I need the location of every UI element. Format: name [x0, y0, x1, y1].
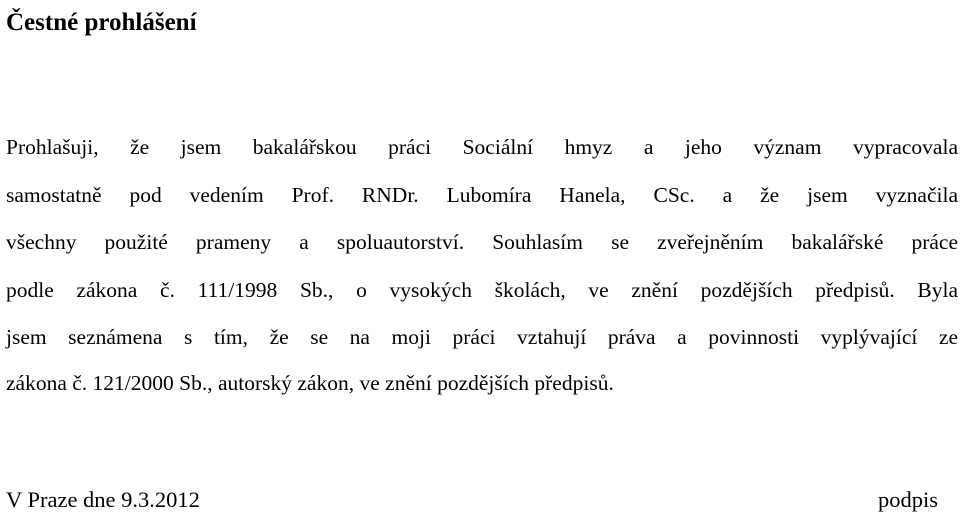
signature-label: podpis [877, 487, 938, 512]
paragraph-line: samostatně pod vedením Prof. RNDr. Lubomíra Hanela, CSc. a že jsem vyznačila [6, 183, 958, 207]
page-title: Čestné prohlášení [6, 9, 197, 36]
paragraph-line: zákona č. 121/2000 Sb., autorský zákon, ve znění pozdějších předpisů. [6, 371, 614, 395]
place-and-date: V Praze dne 9.3.2012 [6, 487, 200, 512]
paragraph-line: podle zákona č. 111/1998 Sb., o vysokých školách, ve znění pozdějších předpisů. Byla [6, 278, 958, 302]
paragraph-line: jsem seznámena s tím, že se na moji práci vztahují práva a povinnosti vyplývající ze [6, 325, 958, 349]
paragraph-line: všechny použité prameny a spoluautorství. Souhlasím se zveřejněním bakalářské práce [6, 230, 958, 254]
paragraph-line: Prohlašuji, že jsem bakalářskou práci Sociální hmyz a jeho význam vypracovala [6, 135, 958, 159]
